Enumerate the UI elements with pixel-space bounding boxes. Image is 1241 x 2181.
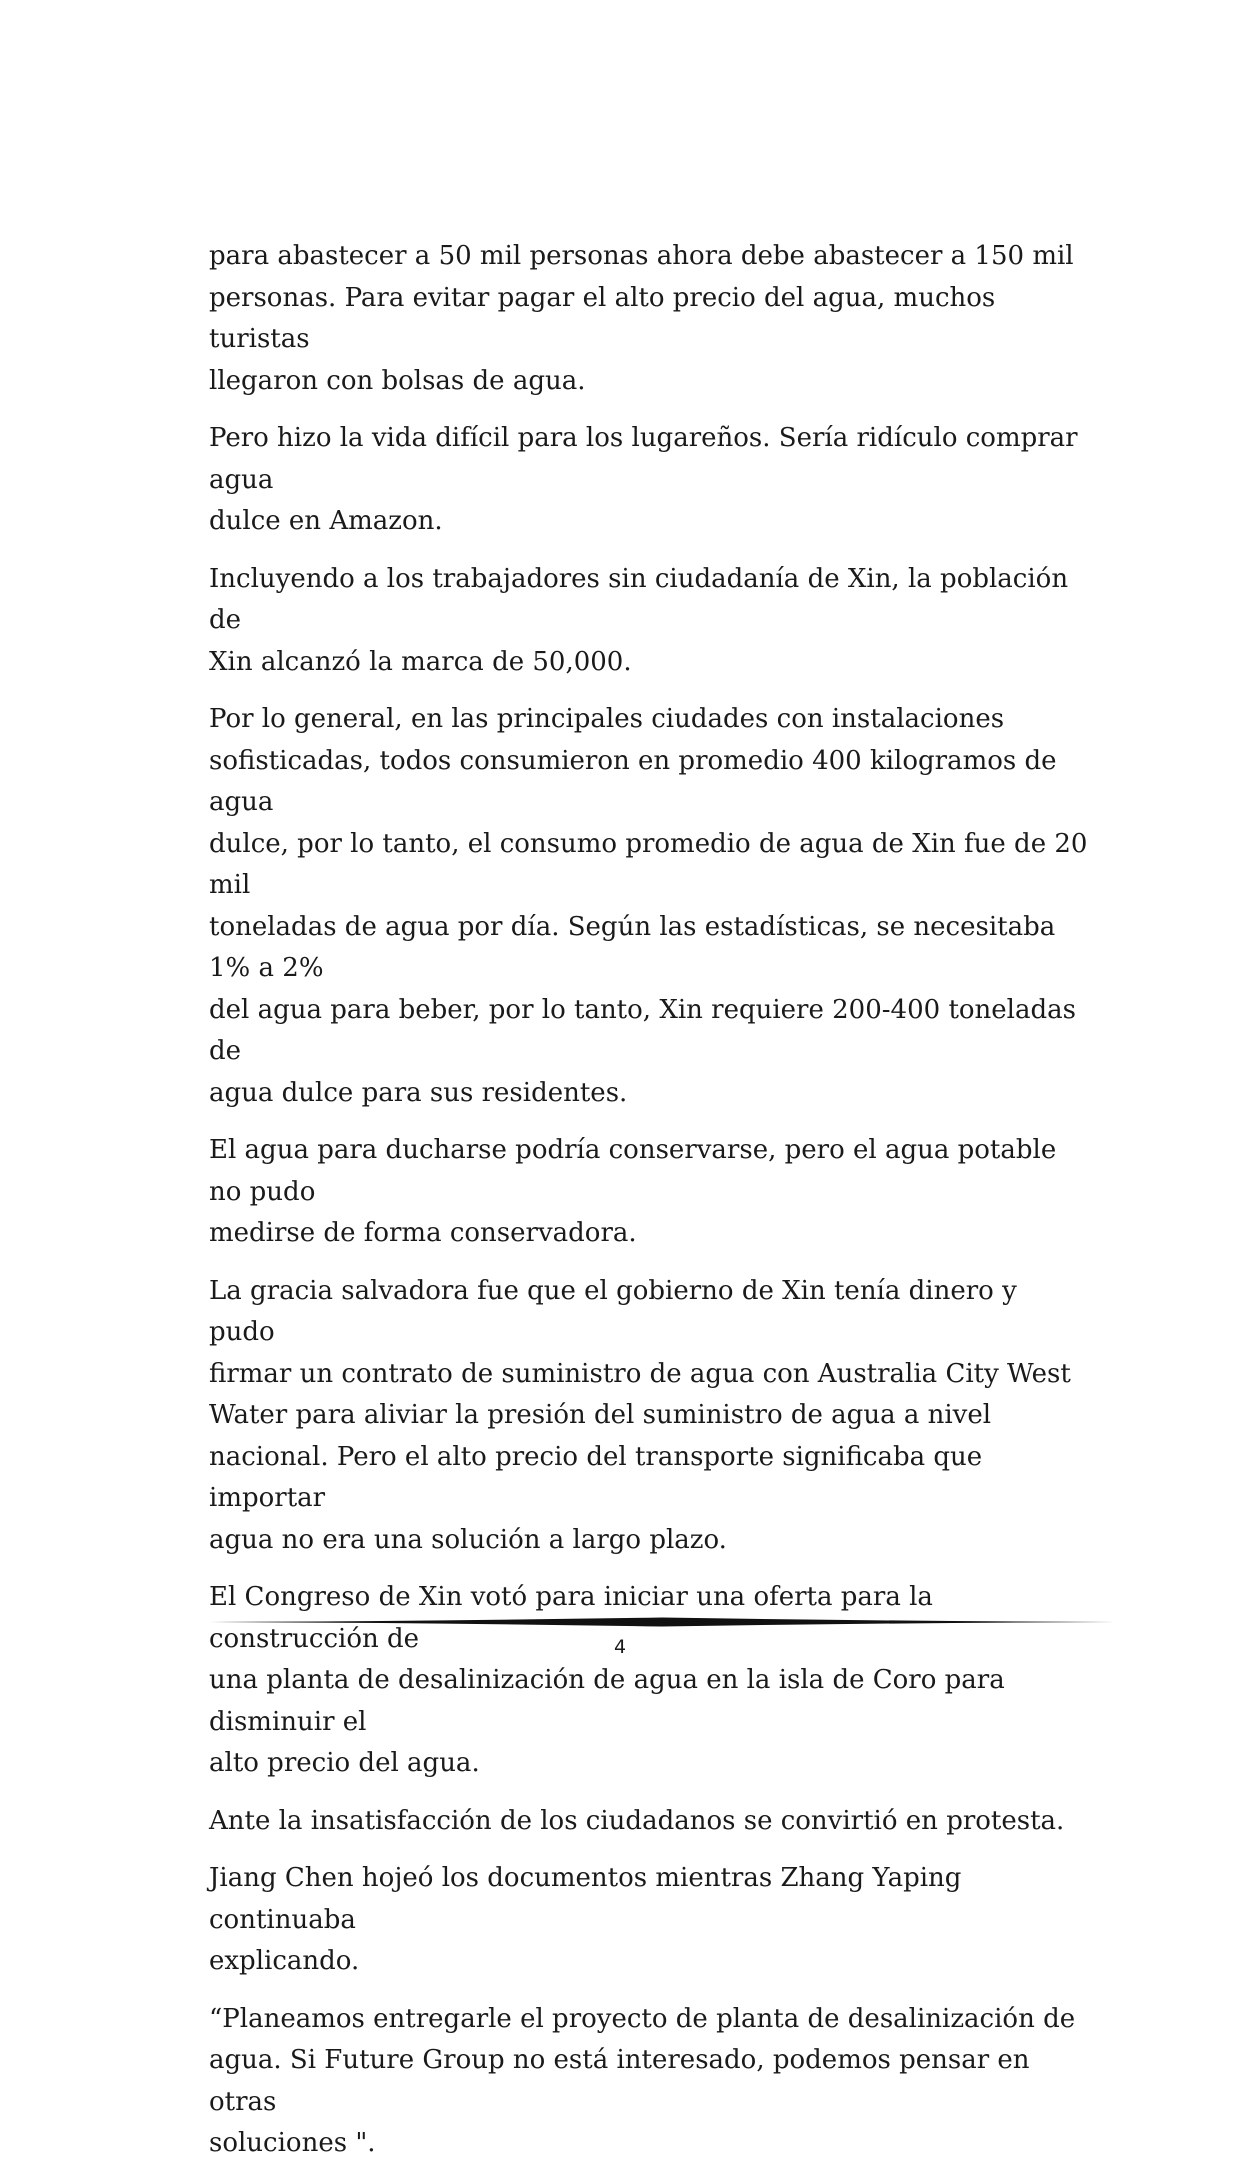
paragraph-8: Ante la insatisfacción de los ciudadanos se convirtió en protesta. (209, 1805, 1065, 1836)
paragraph-5: El agua para ducharse podría conservarse, pero el agua potable no pudo medirse de forma conservadora. (209, 1135, 1057, 1248)
footer-divider (209, 1616, 1115, 1628)
paragraph-7: El Congreso de Xin votó para iniciar una oferta para la construcción de una planta de desalinización de agua en la isla de Coro para disminuir el alto precio del agua. (209, 1582, 1005, 1778)
paragraph-4: Por lo general, en las principales ciudades con instalaciones sofisticadas, todos consumieron en promedio 400 kilogramos de agua dulce, por lo tanto, el consumo promedio de agua de Xin fue de 20 mil toneladas de agua por día. Según las estadísticas, se necesitaba 1% a 2% del agua para beber, por lo tanto, Xin requiere 200-400 toneladas de agua dulce para sus residentes. (209, 704, 1088, 1108)
paragraph-6: La gracia salvadora fue que el gobierno de Xin tenía dinero y pudo firmar un contrato de suministro de agua con Australia City West Water para aliviar la presión del suministro de agua a nivel nacional. Pero el alto precio del transporte significaba que importar agua no era una solución a largo plazo. (209, 1275, 1071, 1555)
paragraph-1: para abastecer a 50 mil personas ahora debe abastecer a 150 mil personas. Para evitar pagar el alto precio del agua, muchos turistas llegaron con bolsas de agua. (209, 241, 1074, 396)
paragraph-10: “Planeamos entregarle el proyecto de planta de desalinización de agua. Si Future Group no está interesado, podemos pensar en otras soluciones ". (209, 2003, 1076, 2158)
page-number: 4 (613, 1636, 627, 1658)
paragraph-2: Pero hizo la vida difícil para los lugareños. Sería ridículo comprar agua dulce en Amazon. (209, 423, 1078, 536)
body-text (209, 236, 1089, 2181)
paragraph-3: Incluyendo a los trabajadores sin ciudadanía de Xin, la población de Xin alcanzó la marca de 50,000. (209, 563, 1069, 677)
paragraph-9: Jiang Chen hojeó los documentos mientras Zhang Yaping continuaba explicando. (209, 1863, 962, 1976)
